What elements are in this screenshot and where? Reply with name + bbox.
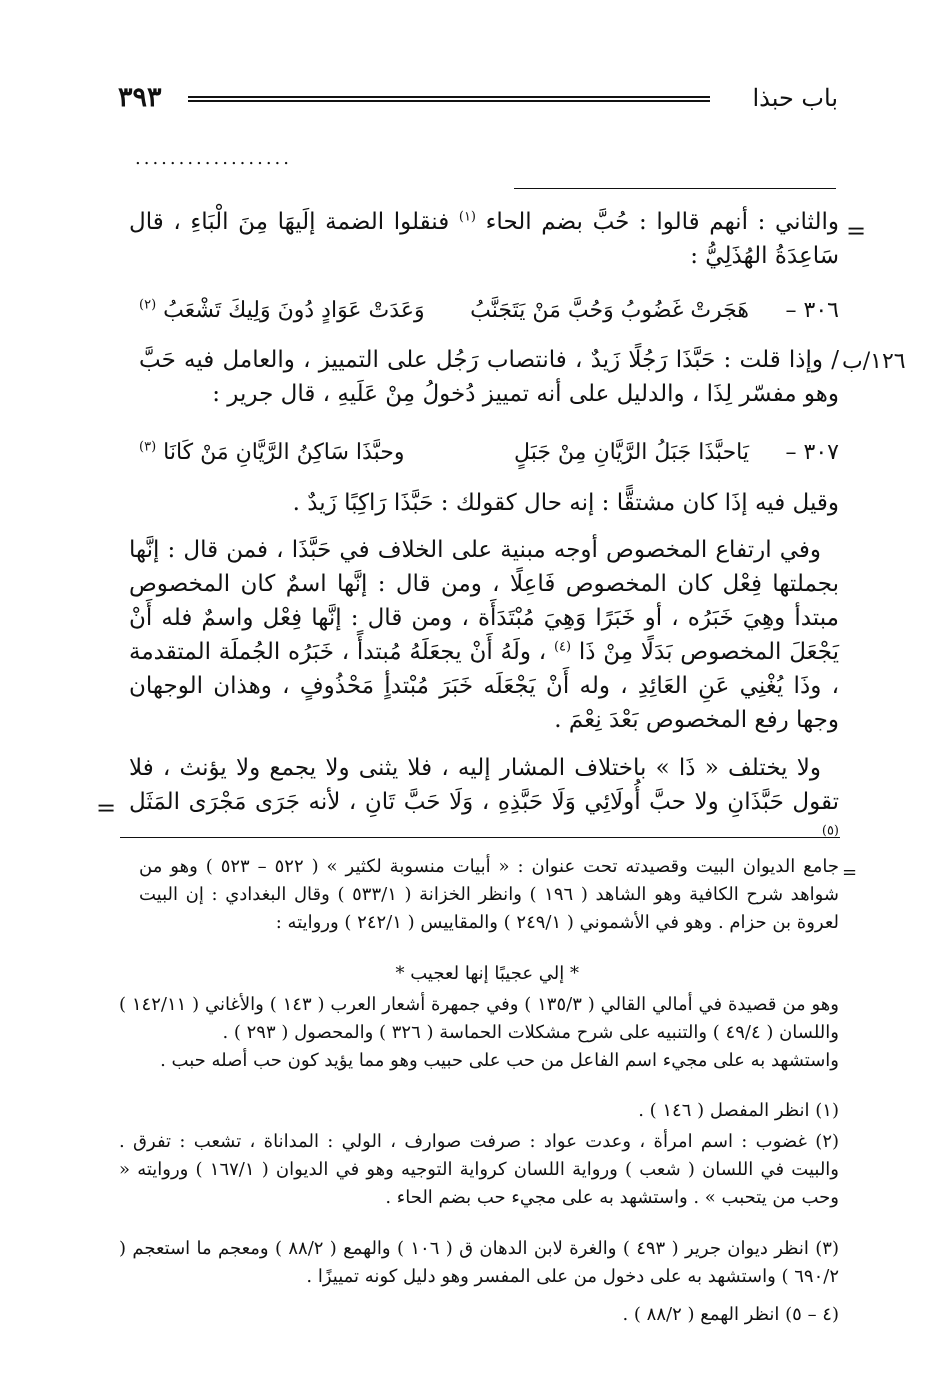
footnote-quoted-verse: * إلي عجيبًا إنها لعجيب * — [395, 963, 579, 984]
page-number: ٣٩٣ — [118, 82, 162, 113]
top-divider — [514, 188, 836, 189]
page-header — [118, 82, 838, 118]
dotted-separator: .................. — [135, 150, 292, 168]
footnote-continued: جامع الديوان البيت وقصيدته تحت عنوان : « أبيات منسوبة لكثير » ( ٥٢٢ – ٥٢٣ ) وهو من شواهد شرح الكافية وهو الشاهد ( ١٩٦ ) وانظر الخزانة ( ٥٣٣/١ ) وقال البغدادي : إن البيت لعروة بن حزام . وهو في الأشموني ( ٢٤٩/١ ) والمقاييس ( ٢٤٢/١ ) وروايته : — [139, 856, 840, 933]
verse-307 — [139, 440, 839, 474]
footnote-continuation-mark: = — [842, 862, 858, 883]
verse-306-second-hemistich: وَعَدَتْ عَوَادٍ دُونَ وَلِيكَ تَشْعَبُ $^{(٢)}$ — [139, 297, 425, 323]
chapter-title: باب حبذا — [752, 84, 838, 112]
footnote-continued-3: واستشهد به على مجيء اسم الفاعل من حب على حبيب وهو مما يؤيد كون حب أصله حبب . — [160, 1050, 839, 1071]
footnote-4-5: (٤ – ٥) انظر الهمع ( ٨٨/٢ ) . — [622, 1304, 839, 1325]
footnote-1: (١) انظر المفصل ( ١٤٦ ) . — [638, 1100, 839, 1121]
verse-307-second-hemistich: وحبَّذَا سَاكِنُ الرَّيَّانِ مَنْ كَانَا $^{(٣)}$ — [139, 439, 405, 465]
verse-306-first-hemistich: هَجَرتْ غَضُوبُ وَحُبَّ مَنْ يَتَجَنَّبُ — [470, 298, 749, 323]
verse-307-number: ٣٠٧ – — [785, 440, 839, 465]
footnote-3: (٣) انظر ديوان جرير ( ٤٩٣ ) والغرة لابن الدهان ق ( ١٠٦ ) والهمع ( ٨٨/٢ ) ومعجم ما استعجم ( ٦٩٠/٢ ) واستشهد به على دخول من على المفسر وهو دليل كونه تمييزًا . — [119, 1238, 839, 1287]
footnote-2: (٢) غضوب : اسم امرأة ، وعدت عواد : صرفت صوارف ، الولي : المداناة ، تشعب : تفرق . والبيت في اللسان ( شعب ) ورواية اللسان كرواية التوجيه وهو في الديوان ( ١٦٧/١ ) وروايته « وحب من يتحبب » . واستشهد به على مجيء حب بضم الحاء . — [119, 1131, 840, 1208]
margin-folio-reference: ١٢٦/ب — [842, 349, 906, 374]
verse-306 — [139, 298, 839, 332]
paragraph-4: وفي ارتفاع المخصوص أوجه مبنية على الخلاف في حَبَّذَا ، فمن قال : إنَّها بجملتها فِعْل كان المخصوص فَاعِلًا ، ومن قال : إنَّها اسمٌ كان المخصوص مبتدأ وهِيَ خَبَرُه ، أو خَبَرًا وَهِيَ مُبْتَدَأَة ، ومن قال : إنَّها فِعْل واسمٌ فله أَنْ يَجْعَلَ المخصوص بَدَلًا مِنْ ذَا $^{(٤)}$ ، ولَهُ أَنْ يجعَلَهُ مُبتدأً ، خَبَرُه الجُملَة المتقدمة ، وذَا يُغْنِي عَنِ العَائِدِ ، وله أَنْ يَجْعَلَه خَبَرَ مُبْتدأٍ مَحْذُوفٍ ، وهذان الوجهان وجها رفع المخصوص بَعْدَ نِعْمَ . — [129, 537, 839, 733]
footnote-continued-2: وهو من قصيدة في أمالي القالي ( ١٣٥/٣ ) وفي جمهرة أشعار العرب ( ١٤٣ ) والأغاني ( ١٤٢/١١ ) واللسان ( ٤٩/٤ ) والتنبيه على شرح مشكلات الحماسة ( ٣٢٦ ) والمحصول ( ٢٩٣ ) . — [119, 994, 839, 1043]
continuation-mark: = — [846, 217, 867, 245]
verse-306-number: ٣٠٦ – — [785, 298, 839, 323]
paragraph-1: والثاني : أنهم قالوا : حُبَّ بضم الحاء $^{(١)}$ فنقلوا الضمة إلَيهَا مِنَ الْبَاءِ ، قال سَاعِدَةُ الهُذَلِيُّ : — [129, 209, 839, 269]
paragraph-5: ولا يختلف « ذَا » باختلاف المشار إليه ، فلا يثنى ولا يجمع ولا يؤنث ، فلا تقول حَبَّذَانِ ولا حبَّ أُولَائِي وَلَا حَبَّذِهِ ، وَلَا حَبَّ تَانِ ، لأنه جَرَى مَجْرَى المَثَل $^{(٥)}$ — [129, 755, 839, 839]
paragraph-2: / وإذا قلت : حَبَّذَا رَجُلًا زَيدٌ ، فانتصاب رَجُل على التمييز ، والعامل فيه حَبَّ وهو مفسّر لِذَا ، والدليل على أنه تمييز دُخولُ مِنْ عَلَيهِ ، قال جرير : — [139, 347, 839, 407]
paragraph-3: وقيل فيه إذَا كان مشتقًّا : إنه حال كقولك : حَبَّذَا رَاكِبًا زَيدٌ . — [292, 490, 839, 516]
verse-307-first-hemistich: يَاحبَّذَا جَبَلُ الرَّيَّانِ مِنْ جَبَلٍ — [514, 440, 749, 465]
continuation-mark-2: = — [96, 794, 117, 822]
footnote-divider — [120, 837, 840, 838]
header-rule — [188, 96, 710, 102]
